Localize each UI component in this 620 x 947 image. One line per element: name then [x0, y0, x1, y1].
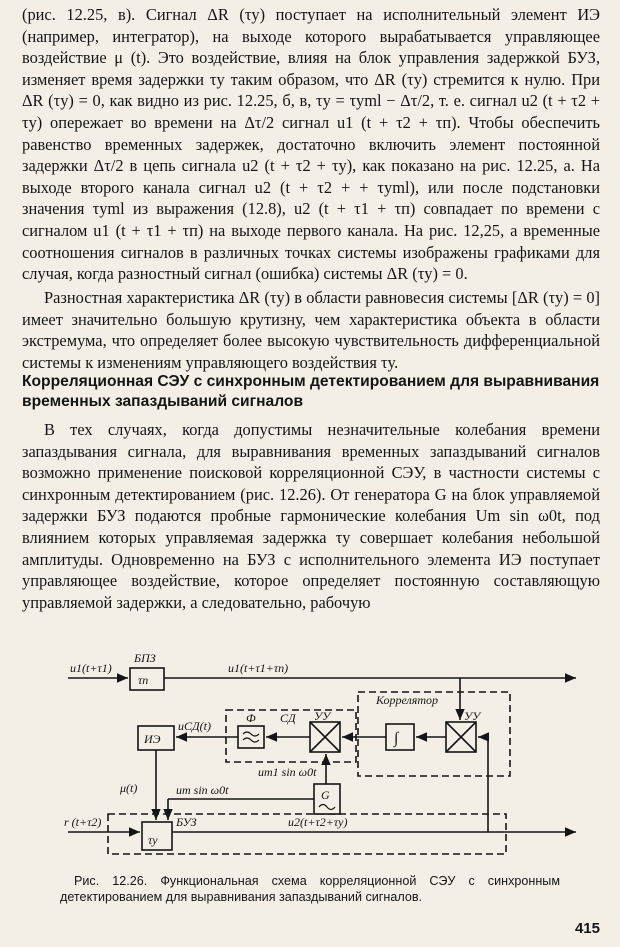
label-uu-2: УУ	[464, 709, 481, 723]
paragraph-3: В тех случаях, когда допустимы незначительные колебания времени запаздывания сигнала, для выравнивания временных запаздываний сигналов возможно применение поисковой корреляционной СЭУ, в частности системы с синхронным детектированием (рис. 12.26). От генератора G на блок управляемой задержки БУЗ подаются пробные гармонические колебания Um sin ω0t, под влиянием которых управляемая задержка τу совершает колебания небольшой амплитуды. Одновременно на БУЗ с исполнительного элемента ИЭ поступает управляющее воздействие, которое определяет постоянную составляющую управляемой задержки, а следовательно, рабочую	[22, 420, 600, 612]
label-uu-1: УУ	[314, 709, 331, 723]
label-usd: uСД(t)	[178, 719, 211, 733]
paragraph-2: Разностная характеристика ΔR (τу) в области равновесия системы [ΔR (τу) = 0] имеет значительно большую крутизну, чем характеристика объекта в области экстремума, что определяет более высокую чувствительность дифференциальной системы к изменениям управляющего воздействия τу.	[22, 288, 600, 372]
label-buz: БУЗ	[176, 815, 197, 829]
page-number: 415	[574, 920, 600, 937]
label-ie: ИЭ	[144, 732, 161, 746]
label-phi: Ф	[246, 711, 256, 725]
figure-caption: Рис. 12.26. Функциональная схема корреляционной СЭУ с синхронным детектированием для выравнивания запаздываний сигналов.	[60, 874, 560, 904]
paragraph-1: (рис. 12.25, в). Сигнал ΔR (τу) поступает на исполнительный элемент ИЭ (например, интегратор), на выходе которого вырабатывается управляющее воздействие μ (t). Это воздействие, влияя на блок управления задержкой БУЗ, изменяет время задержки τу таким образом, что ΔR (τу) стремится к нулю. При ΔR (τу) = 0, как видно из рис. 12.25, б, в, τу = τуml − Δτ/2, т. е. сигнал u2 (t + τ2 + τу) опережает во времени на Δτ/2 сигнал u1 (t + τ2 + τп). Чтобы обеспечить равенство временных задержек, достаточно включить элемент постоянной задержки Δτ/2 в цепь сигнала u2 (t + τ2 + τу), как показано на рис. 12.25, а. На выходе второго канала сигнал u2 (t + τ2 + + τуml), или после подстановки значения τуml из выражения (12.8), u2 (t + τ1 + τп) совпадает по времени с сигналом u1 (t + τ1 + τп) на выходе первого канала. На рис. 12,25, а временные соотношения сигналов в различных точках системы изображены графиками для случая, когда разностный сигнал (ошибка) системы ΔR (τу) = 0.	[22, 5, 600, 284]
label-tau-y: τу	[148, 833, 158, 847]
label-g: G	[321, 788, 330, 802]
label-mu: μ(t)	[120, 781, 138, 795]
label-bpz: БПЗ	[134, 651, 156, 665]
label-input-1: u1(t+τ1)	[70, 661, 112, 675]
filter-block	[238, 726, 264, 748]
label-sd: СД	[280, 711, 296, 725]
label-input-2: r (t+τ2)	[64, 815, 102, 829]
label-output-2: u2(t+τ2+τу)	[288, 815, 348, 829]
integrator-block	[386, 724, 414, 750]
label-integrator-symbol: ∫	[394, 730, 399, 747]
section-heading: Корреляционная СЭУ с синхронным детектированием для выравнивания временных запаздываний сигналов	[22, 373, 600, 410]
label-um1: um1 sin ω0t	[258, 765, 317, 779]
label-correlator: Коррелятор	[376, 693, 439, 707]
label-tau-p: τп	[138, 673, 149, 687]
label-um: um sin ω0t	[176, 783, 229, 797]
label-output-1: u1(t+τ1+τп)	[228, 661, 289, 675]
functional-diagram	[58, 642, 592, 864]
